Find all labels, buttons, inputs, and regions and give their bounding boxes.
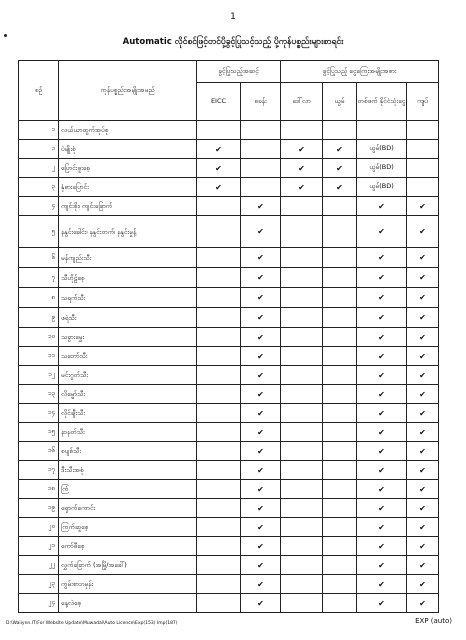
- cell-local: ✔: [357, 268, 407, 288]
- cell-yuan: ✔: [323, 140, 357, 159]
- row-item-name: ဒီးသီးအစုံ: [59, 461, 197, 480]
- cell-eicc: [197, 575, 241, 594]
- cell-kyat: ✔: [407, 347, 439, 366]
- table-row: [19, 140, 439, 159]
- cell-eicc: [197, 594, 241, 613]
- cell-local: ✔: [357, 216, 407, 248]
- row-number: ၄: [19, 197, 59, 216]
- cell-kyat: ✔: [407, 197, 439, 216]
- cell-yuan: [323, 308, 357, 328]
- cell-kyat: ✔: [407, 499, 439, 518]
- cell-check: ✔: [241, 347, 281, 366]
- cell-kyat: [407, 178, 439, 197]
- cell-yuan: [323, 268, 357, 288]
- cell-check: ✔: [241, 308, 281, 328]
- cell-eicc: [197, 442, 241, 461]
- row-number: ၂၁: [19, 537, 59, 556]
- footer-file-path: D:\Waiiynn.IT\For Website Update\Muwadal\Auto Licence\Exp(153) Imp(187): [6, 621, 178, 626]
- row-number: ၁၄: [19, 404, 59, 423]
- table-row: [19, 499, 439, 518]
- cell-dollar: [281, 248, 323, 268]
- cell-yuan: [323, 216, 357, 248]
- row-item-name: ကြံ: [59, 480, 197, 499]
- cell-eicc: [197, 216, 241, 248]
- row-number: ၁၆: [19, 442, 59, 461]
- row-number: ၁၀: [19, 328, 59, 347]
- cell-dollar: ✔: [281, 140, 323, 159]
- row-item-name: လိမ္မော်သီး: [59, 385, 197, 404]
- row-number: ၅: [19, 216, 59, 248]
- cell-eicc: [197, 518, 241, 537]
- cell-check: ✔: [241, 499, 281, 518]
- row-number: ၇: [19, 268, 59, 288]
- table-row: [19, 575, 439, 594]
- row-number: ၁: [19, 140, 59, 159]
- cell-local: ✔: [357, 404, 407, 423]
- cell-kyat: ✔: [407, 442, 439, 461]
- table-row: [19, 347, 439, 366]
- cell-check: ✔: [241, 537, 281, 556]
- cell-check: [241, 121, 281, 140]
- row-number: ၉: [19, 308, 59, 328]
- cell-eicc: [197, 268, 241, 288]
- row-number: ၂: [19, 159, 59, 178]
- cell-eicc: [197, 537, 241, 556]
- cell-local: ✔: [357, 423, 407, 442]
- table-row: [19, 159, 439, 178]
- cell-dollar: [281, 288, 323, 308]
- table-row: [19, 594, 439, 613]
- cell-kyat: ✔: [407, 366, 439, 385]
- table-row: [19, 461, 439, 480]
- row-number: ၁၅: [19, 423, 59, 442]
- row-item-name: သဘော်သီး: [59, 347, 197, 366]
- cell-yuan: [323, 461, 357, 480]
- cell-yuan: [323, 537, 357, 556]
- cell-eicc: [197, 556, 241, 575]
- row-item-name: သီဟိုဠ်စေ့: [59, 268, 197, 288]
- cell-dollar: [281, 556, 323, 575]
- cell-yuan: [323, 423, 357, 442]
- row-number: ၃: [19, 178, 59, 197]
- cell-yuan: [323, 385, 357, 404]
- cell-yuan: ✔: [323, 178, 357, 197]
- footer-label: EXP (auto): [415, 617, 452, 625]
- row-number: ၁၂: [19, 366, 59, 385]
- cell-eicc: [197, 328, 241, 347]
- cell-local: ✔: [357, 288, 407, 308]
- row-item-name: ကြက်ဆူစေ့: [59, 518, 197, 537]
- cell-eicc: [197, 366, 241, 385]
- cell-kyat: [407, 121, 439, 140]
- row-number: ၁၃: [19, 385, 59, 404]
- row-item-name: ရှောက်ကောင်း: [59, 499, 197, 518]
- table-row: [19, 423, 439, 442]
- cell-local: [357, 121, 407, 140]
- cell-dollar: [281, 499, 323, 518]
- cell-check: ✔: [241, 288, 281, 308]
- header-name: ကုန်ပစ္စည်းအမျိုးအမည်: [59, 61, 197, 121]
- row-item-name: စပျစ်သီး: [59, 442, 197, 461]
- cell-dollar: [281, 216, 323, 248]
- header-kyat: ကျပ်: [407, 83, 439, 121]
- row-item-name: ဖရဲသီး: [59, 308, 197, 328]
- cell-dollar: [281, 461, 323, 480]
- cell-yuan: ✔: [323, 159, 357, 178]
- cell-local: ✔: [357, 537, 407, 556]
- table-row: [19, 366, 439, 385]
- cell-dollar: [281, 308, 323, 328]
- header-currency-type: ခွင့်ပြုသည့် ငွေကြေးအမျိုးအစား: [281, 61, 439, 83]
- cell-check: [241, 140, 281, 159]
- table-row: [19, 308, 439, 328]
- table-row: [19, 248, 439, 268]
- cell-yuan: [323, 288, 357, 308]
- cell-eicc: [197, 308, 241, 328]
- cell-dollar: [281, 385, 323, 404]
- table-row: [19, 268, 439, 288]
- cell-dollar: [281, 121, 323, 140]
- cell-kyat: ✔: [407, 308, 439, 328]
- cell-check: ✔: [241, 268, 281, 288]
- cell-local: ✔: [357, 347, 407, 366]
- cell-check: ✔: [241, 328, 281, 347]
- cell-local: ✔: [357, 197, 407, 216]
- cell-check: ✔: [241, 556, 281, 575]
- cell-check: ✔: [241, 404, 281, 423]
- cell-kyat: [407, 159, 439, 178]
- row-number: ၁၈: [19, 480, 59, 499]
- cell-dollar: [281, 594, 323, 613]
- row-item-name: နှံစားပြောင်း: [59, 178, 197, 197]
- cell-local: ယွမ်(BD): [357, 140, 407, 159]
- cell-local: ✔: [357, 575, 407, 594]
- cell-yuan: [323, 518, 357, 537]
- header-checkpoint: စခန်း: [241, 83, 281, 121]
- row-item-name: ကွမ်းစားဂမုန်း: [59, 575, 197, 594]
- export-items-table: [18, 60, 439, 613]
- cell-check: ✔: [241, 385, 281, 404]
- cell-kyat: ✔: [407, 268, 439, 288]
- cell-check: ✔: [241, 518, 281, 537]
- cell-kyat: ✔: [407, 480, 439, 499]
- row-number: ၆: [19, 248, 59, 268]
- header-eicc: EICC: [197, 83, 241, 121]
- cell-kyat: ✔: [407, 537, 439, 556]
- header-yuan: ယွမ်: [323, 83, 357, 121]
- row-item-name: ကျင်းစိုး၊ ကျင်းခြောက်: [59, 197, 197, 216]
- row-item-name: နနွင်းခေါင်း၊ နနွင်းတက်၊ နနွင်းမှုန့်: [59, 216, 197, 248]
- cell-eicc: [197, 347, 241, 366]
- header-no: စဉ်: [19, 61, 59, 121]
- table-row: [19, 442, 439, 461]
- row-item-name: ကော်ဖီစေ့: [59, 537, 197, 556]
- row-item-name: ပဲမျိုးစုံ: [59, 140, 197, 159]
- cell-dollar: [281, 347, 323, 366]
- cell-yuan: [323, 328, 357, 347]
- cell-dollar: [281, 366, 323, 385]
- cell-yuan: [323, 480, 357, 499]
- cell-yuan: [323, 499, 357, 518]
- cell-eicc: ✔: [197, 140, 241, 159]
- cell-kyat: ✔: [407, 594, 439, 613]
- cell-check: ✔: [241, 594, 281, 613]
- cell-local: ယွမ်(BD): [357, 159, 407, 178]
- cell-dollar: ✔: [281, 178, 323, 197]
- cell-yuan: [323, 366, 357, 385]
- cell-local: ✔: [357, 594, 407, 613]
- row-item-name: သခွားမွှေး: [59, 328, 197, 347]
- cell-yuan: [323, 594, 357, 613]
- cell-kyat: ✔: [407, 404, 439, 423]
- row-item-name: ပြောင်းဖူးစေ့: [59, 159, 197, 178]
- cell-kyat: ✔: [407, 248, 439, 268]
- cell-eicc: ✔: [197, 159, 241, 178]
- cell-kyat: ✔: [407, 288, 439, 308]
- cell-yuan: [323, 442, 357, 461]
- cell-kyat: ✔: [407, 556, 439, 575]
- cell-check: [241, 178, 281, 197]
- cell-dollar: [281, 442, 323, 461]
- cell-local: ✔: [357, 480, 407, 499]
- cell-yuan: [323, 556, 357, 575]
- cell-dollar: [281, 480, 323, 499]
- row-item-name: နာနတ်သီး: [59, 423, 197, 442]
- row-number: ၈: [19, 288, 59, 308]
- cell-eicc: [197, 248, 241, 268]
- row-item-name: နေ့လဲစေ့: [59, 594, 197, 613]
- cell-check: ✔: [241, 216, 281, 248]
- cell-kyat: [407, 140, 439, 159]
- cell-dollar: ✔: [281, 159, 323, 178]
- cell-eicc: [197, 499, 241, 518]
- cell-check: [241, 159, 281, 178]
- cell-eicc: [197, 197, 241, 216]
- row-item-name: လိုင်ချီးသီး: [59, 404, 197, 423]
- cell-yuan: [323, 197, 357, 216]
- cell-local: ✔: [357, 328, 407, 347]
- row-number: ၁၇: [19, 461, 59, 480]
- row-number: ၁: [19, 121, 59, 140]
- cell-local: ✔: [357, 499, 407, 518]
- table-row: [19, 197, 439, 216]
- cell-kyat: ✔: [407, 518, 439, 537]
- table-row: [19, 518, 439, 537]
- cell-dollar: [281, 518, 323, 537]
- cell-yuan: [323, 575, 357, 594]
- cell-eicc: [197, 121, 241, 140]
- cell-yuan: [323, 347, 357, 366]
- cell-check: ✔: [241, 480, 281, 499]
- cell-check: ✔: [241, 248, 281, 268]
- cell-kyat: ✔: [407, 385, 439, 404]
- cell-dollar: [281, 197, 323, 216]
- table-row: [19, 537, 439, 556]
- table-row: [19, 385, 439, 404]
- cell-eicc: ✔: [197, 178, 241, 197]
- row-number: ၂၀: [19, 518, 59, 537]
- cell-local: ✔: [357, 518, 407, 537]
- row-item-name: လယ်ယာထွက်အုပ်စု: [59, 121, 197, 140]
- table-row: [19, 216, 439, 248]
- table-row: [19, 121, 439, 140]
- cell-check: ✔: [241, 442, 281, 461]
- cell-local: ✔: [357, 308, 407, 328]
- cell-eicc: [197, 423, 241, 442]
- cell-yuan: [323, 121, 357, 140]
- table-row: [19, 404, 439, 423]
- cell-dollar: [281, 328, 323, 347]
- cell-dollar: [281, 268, 323, 288]
- row-item-name: သရက်သီး: [59, 288, 197, 308]
- row-item-name: လွှက်ခြောက် (အမြို/အခေါ်): [59, 556, 197, 575]
- cell-local: ✔: [357, 442, 407, 461]
- header-local-currency: တစ်ဖက် နိုင်ငံသုံးငွေ: [357, 83, 407, 121]
- cell-check: ✔: [241, 423, 281, 442]
- page-title: Automatic လိုင်စင်ဖြင့်တင်ပို့ခွင့်ပြုသင့်သည့် ပို့ကုန်ပစ္စည်းများစာရင်း: [122, 37, 344, 47]
- row-number: ၁၁: [19, 347, 59, 366]
- cell-local: ယွမ်(BD): [357, 178, 407, 197]
- cell-eicc: [197, 288, 241, 308]
- cell-dollar: [281, 537, 323, 556]
- cell-kyat: ✔: [407, 575, 439, 594]
- cell-check: ✔: [241, 197, 281, 216]
- cell-yuan: [323, 248, 357, 268]
- cell-check: ✔: [241, 461, 281, 480]
- cell-local: ✔: [357, 556, 407, 575]
- cell-kyat: ✔: [407, 216, 439, 248]
- cell-local: ✔: [357, 248, 407, 268]
- table-row: [19, 480, 439, 499]
- table-row: [19, 288, 439, 308]
- cell-dollar: [281, 423, 323, 442]
- cell-eicc: [197, 461, 241, 480]
- row-item-name: မင်းဂွတ်သီး: [59, 366, 197, 385]
- cell-local: ✔: [357, 366, 407, 385]
- cell-check: ✔: [241, 366, 281, 385]
- row-number: ၂၂: [19, 556, 59, 575]
- cell-kyat: ✔: [407, 423, 439, 442]
- cell-kyat: ✔: [407, 461, 439, 480]
- table-row: [19, 556, 439, 575]
- cell-local: ✔: [357, 385, 407, 404]
- cell-check: ✔: [241, 575, 281, 594]
- cell-dollar: [281, 404, 323, 423]
- cell-yuan: [323, 404, 357, 423]
- page-number: 1: [230, 12, 236, 22]
- row-number: ၁၉: [19, 499, 59, 518]
- cell-eicc: [197, 385, 241, 404]
- cell-local: ✔: [357, 461, 407, 480]
- row-number: ၂၃: [19, 575, 59, 594]
- table-row: [19, 328, 439, 347]
- cell-dollar: [281, 575, 323, 594]
- row-number: ၂၄: [19, 594, 59, 613]
- cell-eicc: [197, 480, 241, 499]
- header-dollar: ဒေါ်လာ: [281, 83, 323, 121]
- row-item-name: မန်ကျည်းသီး: [59, 248, 197, 268]
- cell-kyat: ✔: [407, 328, 439, 347]
- table-row: [19, 178, 439, 197]
- cell-eicc: [197, 404, 241, 423]
- header-permit-level: ခွင့်ပြုသည့်အဆင့်: [197, 61, 281, 83]
